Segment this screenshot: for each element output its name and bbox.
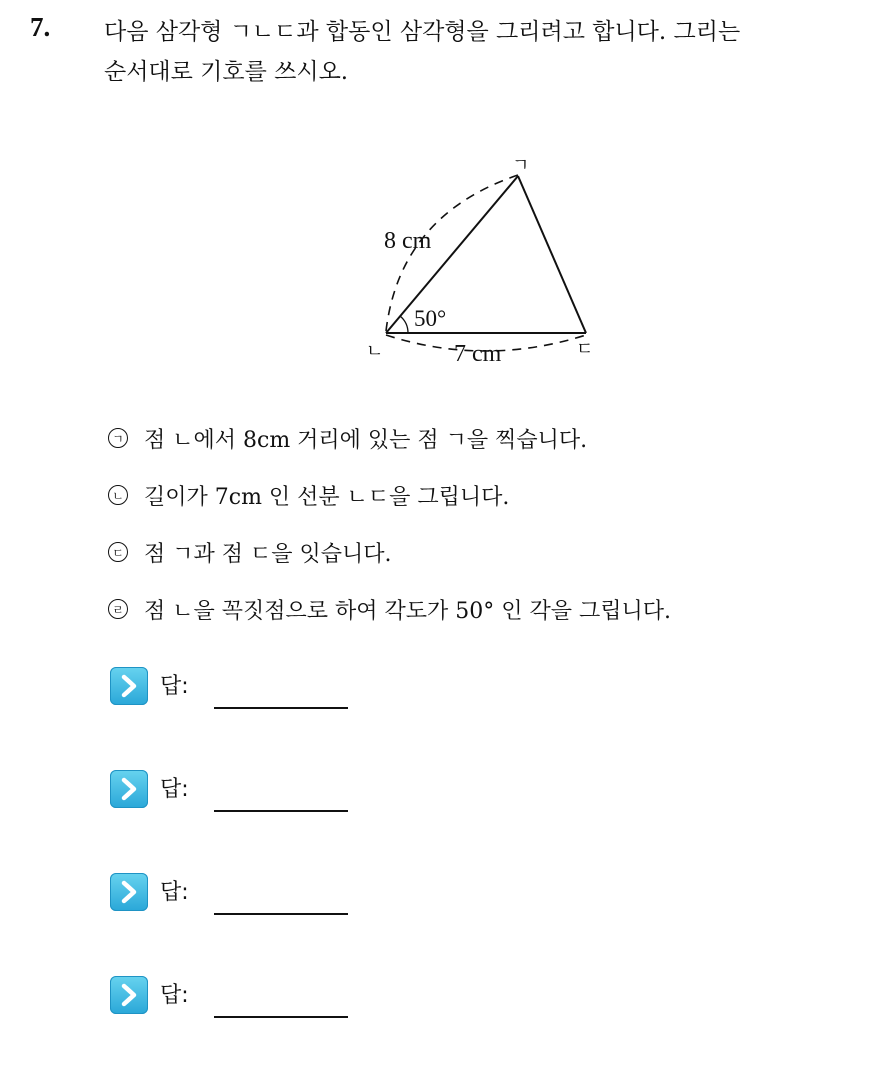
answer-blank[interactable] [214, 707, 348, 709]
side-right [518, 176, 586, 333]
step-item [108, 418, 868, 458]
answer-row [110, 871, 510, 974]
step-item [108, 475, 868, 515]
question-text-line-1: 다음 삼각형 ㄱㄴㄷ과 합동인 삼각형을 그리려고 합니다. 그리는 [104, 19, 741, 45]
answer-row [110, 665, 510, 768]
answer-blank[interactable] [214, 1016, 348, 1018]
answer-section [110, 665, 510, 1077]
step-item [108, 532, 868, 572]
question-text-line-2: 순서대로 기호를 쓰시오. [104, 59, 349, 85]
step-text: 점 ㄱ과 점 ㄷ을 잇습니다. [144, 541, 392, 567]
circled-marker: ㄹ [108, 599, 128, 619]
triangle-diagram [340, 145, 620, 385]
circled-marker: ㄷ [108, 542, 128, 562]
step-list [108, 418, 868, 646]
step-text: 길이가 7cm 인 선분 ㄴㄷ을 그립니다. [144, 484, 510, 510]
vertex-label-right: ㄷ [576, 339, 594, 360]
vertex-label-left: ㄴ [366, 341, 384, 362]
answer-label: 답: [160, 983, 189, 1008]
chevron-right-icon [110, 873, 148, 911]
answer-label: 답: [160, 880, 189, 905]
question-number: 7. [30, 12, 51, 42]
triangle-figure [340, 145, 620, 385]
answer-row [110, 768, 510, 871]
chevron-right-icon [110, 976, 148, 1014]
vertex-label-top: ㄱ [512, 155, 530, 176]
step-text: 점 ㄴ을 꼭짓점으로 하여 각도가 50° 인 각을 그립니다. [144, 598, 671, 624]
angle-label: 50° [414, 306, 447, 331]
side-bottom-label: 7 cm [454, 341, 502, 367]
angle-arc [400, 316, 408, 333]
question-text [104, 12, 874, 92]
answer-label: 답: [160, 777, 189, 802]
step-item [108, 589, 868, 629]
answer-blank[interactable] [214, 810, 348, 812]
answer-label: 답: [160, 674, 189, 699]
circled-marker: ㄴ [108, 485, 128, 505]
step-text: 점 ㄴ에서 8cm 거리에 있는 점 ㄱ을 찍습니다. [144, 427, 588, 453]
circled-marker: ㄱ [108, 428, 128, 448]
chevron-right-icon [110, 667, 148, 705]
side-left-label: 8 cm [384, 228, 432, 254]
answer-row [110, 974, 510, 1077]
answer-blank[interactable] [214, 913, 348, 915]
chevron-right-icon [110, 770, 148, 808]
side-left [386, 176, 518, 333]
